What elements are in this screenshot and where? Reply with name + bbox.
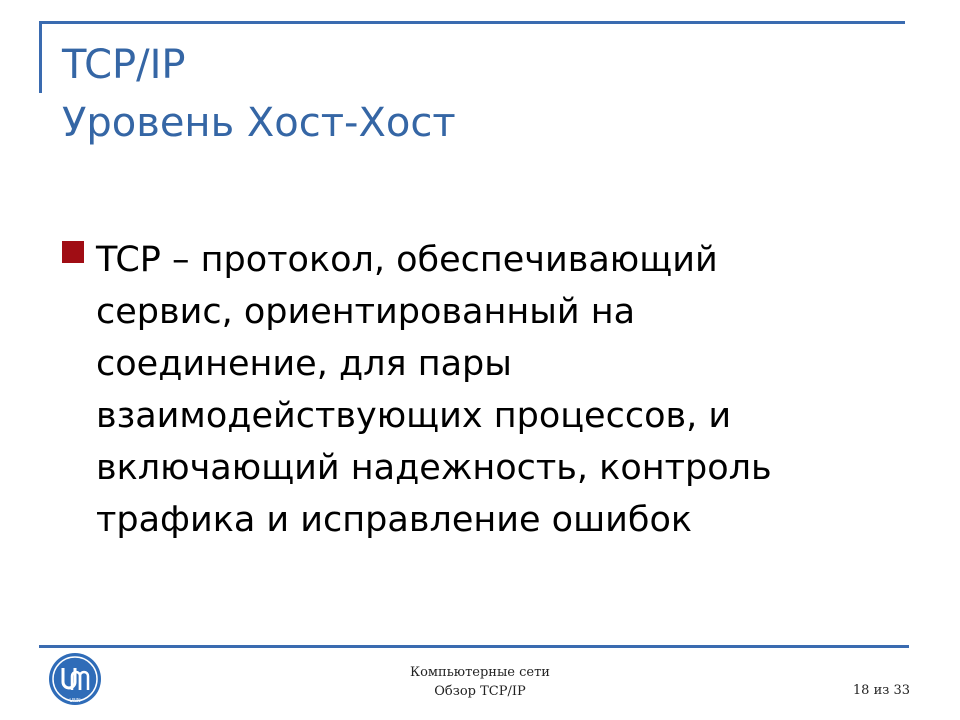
slide-title-line-1: TCP/IP xyxy=(62,42,186,88)
bullet-line: соединение, для пары xyxy=(96,344,512,384)
footer-rule-decoration xyxy=(39,645,909,648)
page-number: 18 из 33 xyxy=(852,683,910,698)
bullet-line: взаимодействующих процессов, и xyxy=(96,396,732,436)
footer-topic: Обзор TCP/IP xyxy=(434,684,526,699)
slide-title-line-2: Уровень Хост-Хост xyxy=(62,100,456,146)
bullet-line: сервис, ориентированный на xyxy=(96,292,636,332)
left-rule-decoration xyxy=(39,21,42,93)
bullet-item xyxy=(96,234,916,546)
footer-course: Компьютерные сети xyxy=(410,665,550,680)
bullet-line: трафика и исправление ошибок xyxy=(96,500,692,540)
bullet-line: включающий надежность, контроль xyxy=(96,448,772,488)
square-bullet-icon xyxy=(62,241,84,263)
footer-caption xyxy=(380,663,580,701)
logo-lettering: UNN xyxy=(69,698,81,704)
top-rule-decoration xyxy=(39,21,905,24)
slide-title xyxy=(62,36,456,152)
bullet-line: TCP – протокол, обеспечивающий xyxy=(96,240,718,280)
university-logo-icon xyxy=(48,652,102,706)
